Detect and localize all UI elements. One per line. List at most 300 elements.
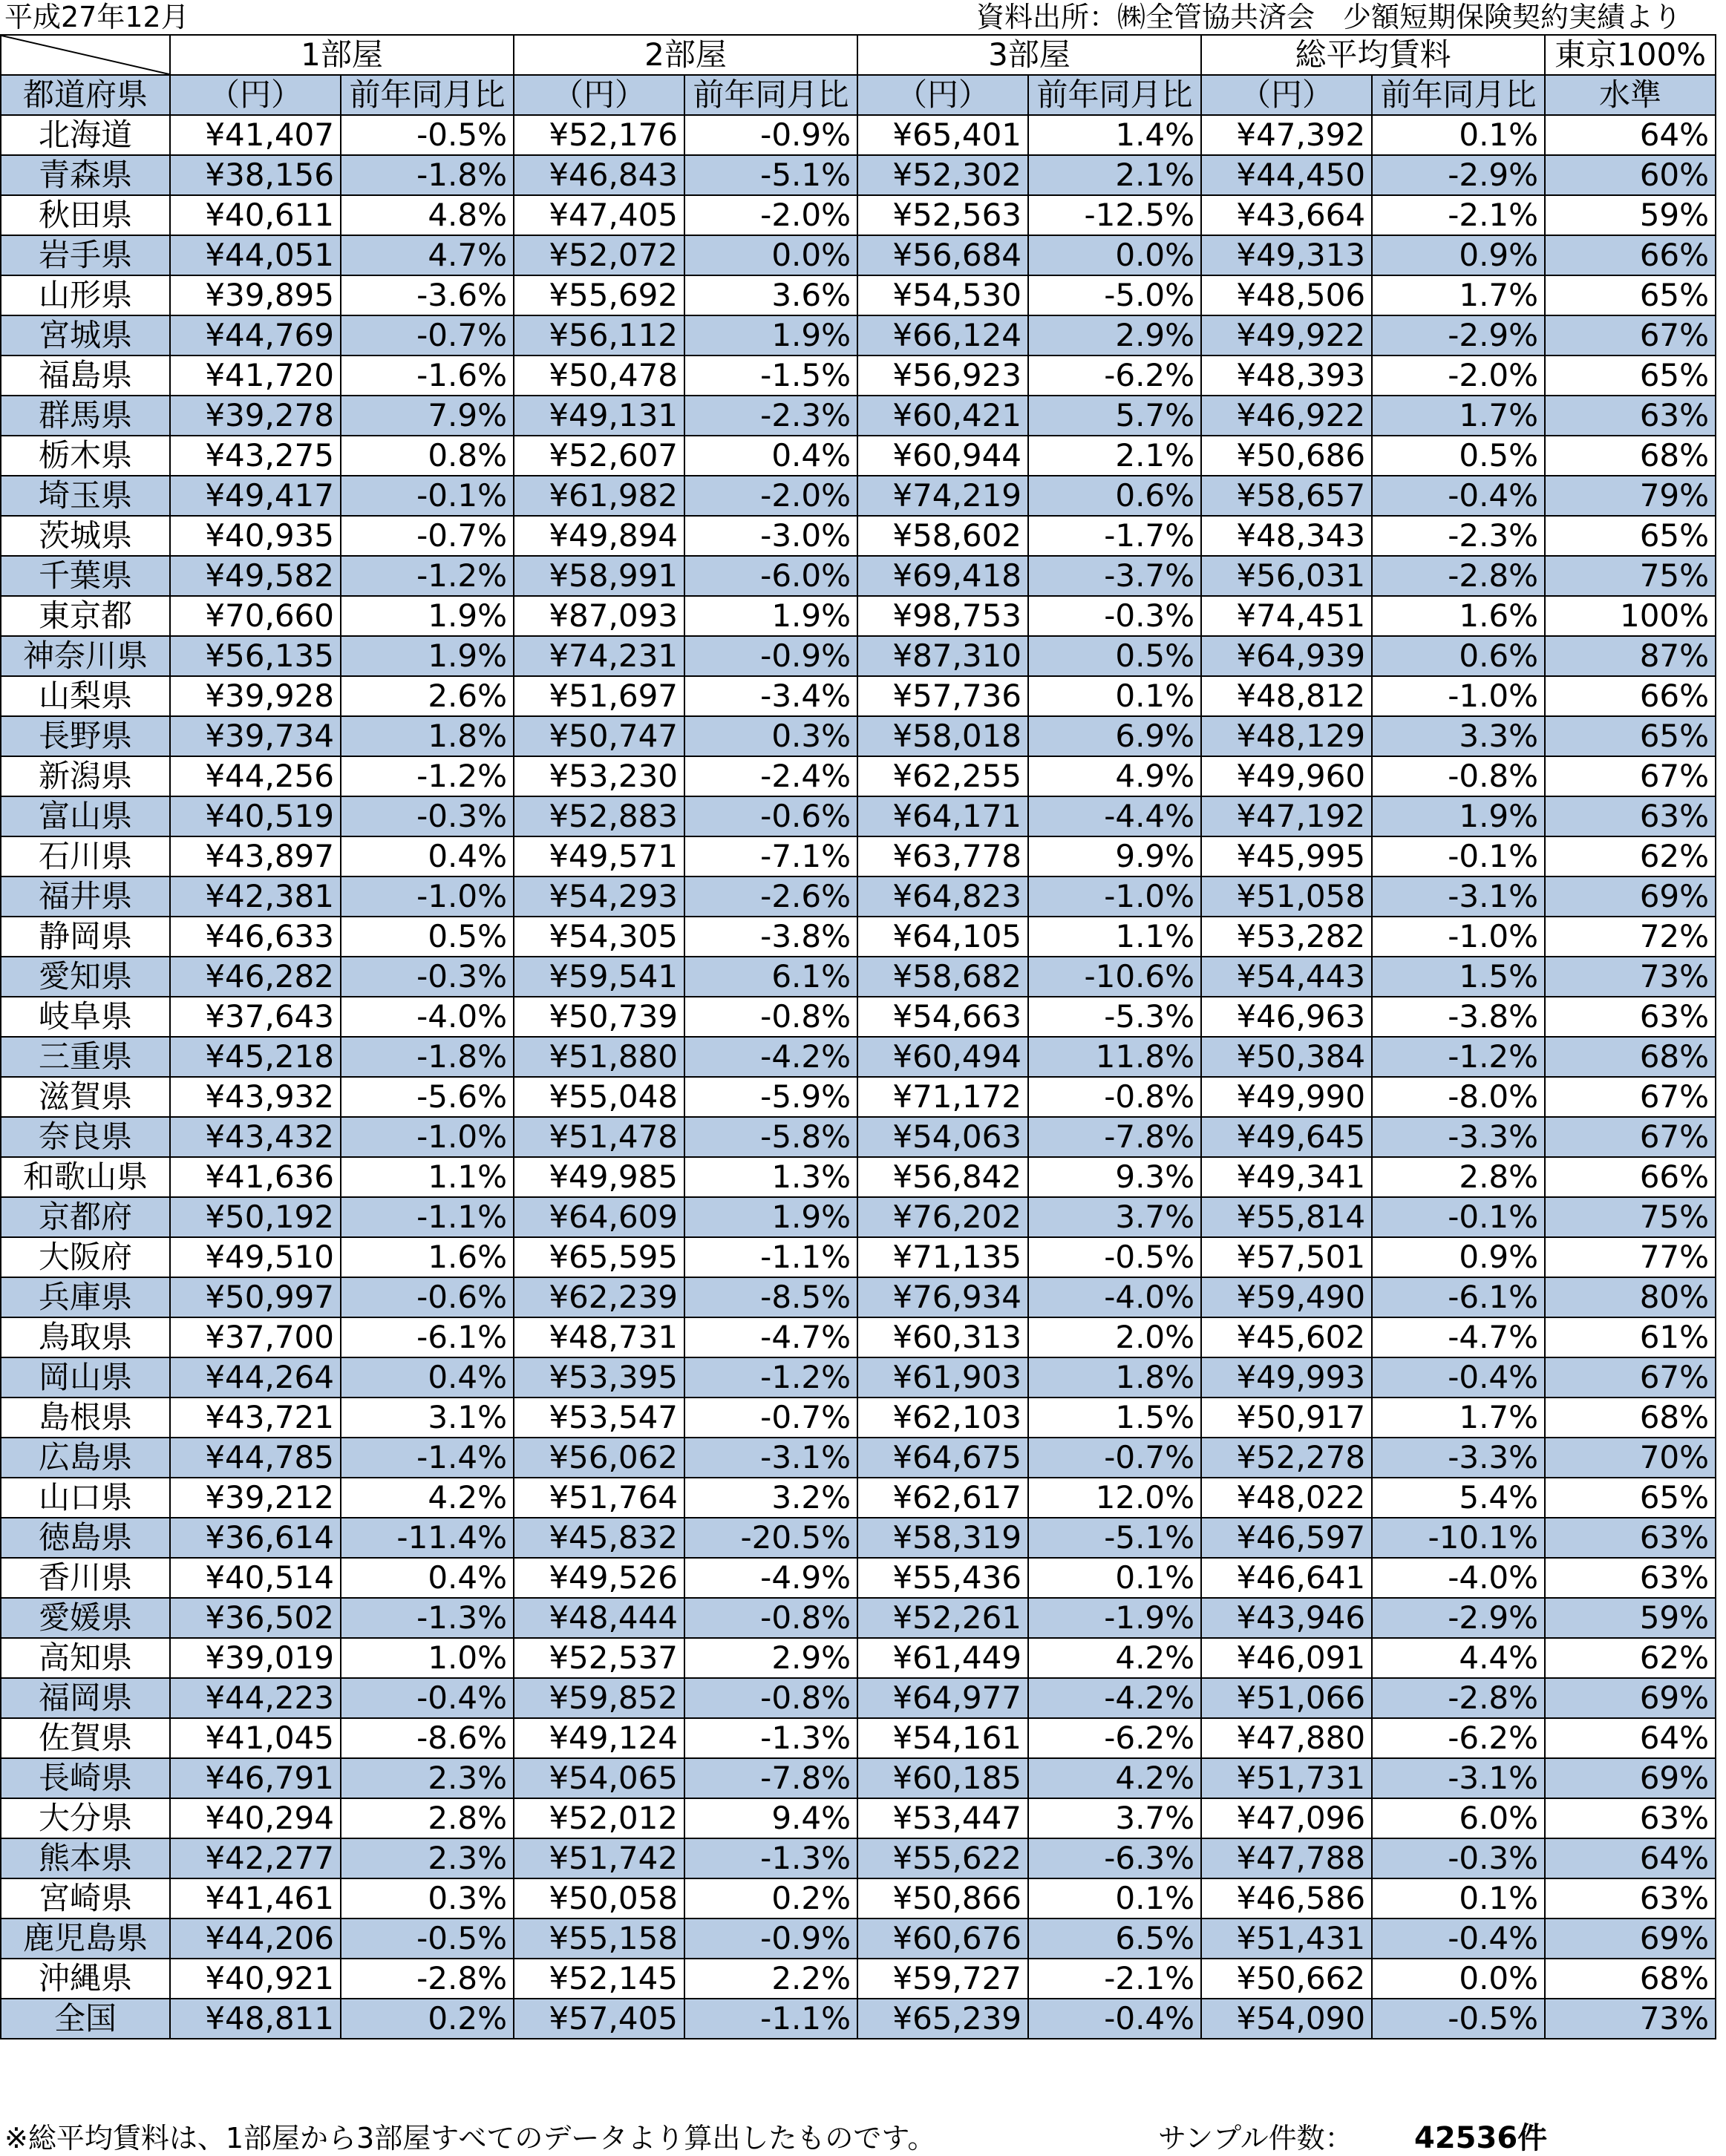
table-row xyxy=(1,1518,1716,1558)
value-cell: ¥71,135 xyxy=(857,1237,1028,1277)
value-cell: ¥39,212 xyxy=(170,1478,341,1518)
value-cell: 2.9% xyxy=(684,1638,857,1678)
value-cell: -0.8% xyxy=(1028,1077,1201,1117)
value-cell: ¥48,022 xyxy=(1201,1478,1372,1518)
col-header-level: 水準 xyxy=(1545,75,1716,115)
value-cell: 1.9% xyxy=(684,1197,857,1237)
prefecture-cell: 福井県 xyxy=(1,877,170,917)
value-cell: 9.4% xyxy=(684,1798,857,1838)
value-cell: ¥47,392 xyxy=(1201,115,1372,155)
table-row xyxy=(1,1317,1716,1357)
value-cell: ¥52,563 xyxy=(857,195,1028,235)
group-header-2room: 2部屋 xyxy=(514,35,857,75)
value-cell: 4.2% xyxy=(341,1478,514,1518)
value-cell: -1.3% xyxy=(684,1718,857,1758)
col-header-yen: （円） xyxy=(514,75,684,115)
table-row xyxy=(1,596,1716,636)
value-cell: ¥54,090 xyxy=(1201,1999,1372,2039)
sample-count-value: 42536件 xyxy=(1414,2121,1548,2155)
value-cell: ¥58,657 xyxy=(1201,476,1372,516)
value-cell: ¥57,736 xyxy=(857,676,1028,716)
value-cell: 63% xyxy=(1545,1518,1716,1558)
value-cell: ¥50,917 xyxy=(1201,1398,1372,1438)
value-cell: ¥48,129 xyxy=(1201,716,1372,756)
value-cell: ¥64,171 xyxy=(857,796,1028,836)
value-cell: 2.1% xyxy=(1028,436,1201,476)
value-cell: ¥48,731 xyxy=(514,1317,684,1357)
value-cell: ¥54,161 xyxy=(857,1718,1028,1758)
value-cell: -10.6% xyxy=(1028,957,1201,997)
value-cell: 67% xyxy=(1545,756,1716,796)
value-cell: ¥60,676 xyxy=(857,1919,1028,1959)
value-cell: 67% xyxy=(1545,315,1716,355)
col-header-yen: （円） xyxy=(170,75,341,115)
table-row xyxy=(1,1037,1716,1077)
value-cell: ¥45,218 xyxy=(170,1037,341,1077)
value-cell: -4.7% xyxy=(1372,1317,1545,1357)
value-cell: -1.3% xyxy=(341,1598,514,1638)
value-cell: ¥54,530 xyxy=(857,275,1028,315)
value-cell: ¥42,277 xyxy=(170,1838,341,1878)
value-cell: -1.2% xyxy=(1372,1037,1545,1077)
value-cell: -6.3% xyxy=(1028,1838,1201,1878)
value-cell: 0.8% xyxy=(341,436,514,476)
table-row xyxy=(1,1197,1716,1237)
value-cell: ¥61,903 xyxy=(857,1357,1028,1398)
value-cell: ¥47,192 xyxy=(1201,796,1372,836)
value-cell: -4.9% xyxy=(684,1558,857,1598)
value-cell: -1.4% xyxy=(341,1438,514,1478)
table-row xyxy=(1,1157,1716,1197)
table-row xyxy=(1,676,1716,716)
table-row xyxy=(1,556,1716,596)
value-cell: ¥48,444 xyxy=(514,1598,684,1638)
value-cell: ¥46,282 xyxy=(170,957,341,997)
table-row xyxy=(1,957,1716,997)
value-cell: 2.9% xyxy=(1028,315,1201,355)
value-cell: 1.5% xyxy=(1372,957,1545,997)
value-cell: ¥50,662 xyxy=(1201,1959,1372,1999)
value-cell: ¥49,993 xyxy=(1201,1357,1372,1398)
value-cell: ¥64,609 xyxy=(514,1197,684,1237)
value-cell: 0.0% xyxy=(1372,1959,1545,1999)
prefecture-cell: 奈良県 xyxy=(1,1117,170,1157)
prefecture-cell: 栃木県 xyxy=(1,436,170,476)
value-cell: 68% xyxy=(1545,1398,1716,1438)
value-cell: 3.7% xyxy=(1028,1798,1201,1838)
col-header-yoy: 前年同月比 xyxy=(341,75,514,115)
value-cell: 0.4% xyxy=(341,1357,514,1398)
value-cell: ¥53,282 xyxy=(1201,917,1372,957)
value-cell: -6.1% xyxy=(1372,1277,1545,1317)
value-cell: ¥54,065 xyxy=(514,1758,684,1798)
value-cell: -3.0% xyxy=(684,516,857,556)
value-cell: ¥51,066 xyxy=(1201,1678,1372,1718)
value-cell: ¥60,185 xyxy=(857,1758,1028,1798)
value-cell: ¥56,031 xyxy=(1201,556,1372,596)
prefecture-cell: 山形県 xyxy=(1,275,170,315)
value-cell: -10.1% xyxy=(1372,1518,1545,1558)
prefecture-cell: 神奈川県 xyxy=(1,636,170,676)
value-cell: 1.8% xyxy=(341,716,514,756)
value-cell: 7.9% xyxy=(341,396,514,436)
value-cell: 59% xyxy=(1545,195,1716,235)
value-cell: ¥60,313 xyxy=(857,1317,1028,1357)
value-cell: -2.0% xyxy=(684,195,857,235)
value-cell: -8.0% xyxy=(1372,1077,1545,1117)
table-row xyxy=(1,1798,1716,1838)
value-cell: 2.3% xyxy=(341,1838,514,1878)
value-cell: 63% xyxy=(1545,1878,1716,1919)
value-cell: ¥47,880 xyxy=(1201,1718,1372,1758)
prefecture-cell: 岡山県 xyxy=(1,1357,170,1398)
col-header-yen: （円） xyxy=(857,75,1028,115)
value-cell: 65% xyxy=(1545,716,1716,756)
value-cell: -7.8% xyxy=(1028,1117,1201,1157)
header-row-columns xyxy=(1,75,1716,115)
value-cell: 67% xyxy=(1545,1117,1716,1157)
value-cell: -0.8% xyxy=(1372,756,1545,796)
value-cell: -2.8% xyxy=(1372,1678,1545,1718)
prefecture-cell: 静岡県 xyxy=(1,917,170,957)
value-cell: 6.1% xyxy=(684,957,857,997)
value-cell: 66% xyxy=(1545,1157,1716,1197)
group-header-tokyo100: 東京100% xyxy=(1545,35,1716,75)
value-cell: ¥58,018 xyxy=(857,716,1028,756)
value-cell: 2.1% xyxy=(1028,155,1201,195)
prefecture-cell: 宮城県 xyxy=(1,315,170,355)
col-header-yoy: 前年同月比 xyxy=(1028,75,1201,115)
prefecture-cell: 鳥取県 xyxy=(1,1317,170,1357)
table-row xyxy=(1,516,1716,556)
value-cell: 0.3% xyxy=(341,1878,514,1919)
value-cell: -1.0% xyxy=(1372,676,1545,716)
value-cell: 0.1% xyxy=(1372,115,1545,155)
value-cell: ¥46,641 xyxy=(1201,1558,1372,1598)
table-row xyxy=(1,396,1716,436)
table-row xyxy=(1,1919,1716,1959)
value-cell: -1.0% xyxy=(341,877,514,917)
value-cell: -4.2% xyxy=(684,1037,857,1077)
value-cell: -7.8% xyxy=(684,1758,857,1798)
value-cell: ¥41,636 xyxy=(170,1157,341,1197)
value-cell: ¥58,682 xyxy=(857,957,1028,997)
prefecture-cell: 愛媛県 xyxy=(1,1598,170,1638)
value-cell: -1.7% xyxy=(1028,516,1201,556)
value-cell: 6.9% xyxy=(1028,716,1201,756)
value-cell: 1.9% xyxy=(1372,796,1545,836)
prefecture-cell: 大阪府 xyxy=(1,1237,170,1277)
value-cell: -3.3% xyxy=(1372,1117,1545,1157)
value-cell: -5.6% xyxy=(341,1077,514,1117)
value-cell: -5.3% xyxy=(1028,997,1201,1037)
value-cell: ¥57,501 xyxy=(1201,1237,1372,1277)
value-cell: -0.3% xyxy=(341,957,514,997)
value-cell: 1.1% xyxy=(341,1157,514,1197)
value-cell: ¥53,547 xyxy=(514,1398,684,1438)
value-cell: ¥62,103 xyxy=(857,1398,1028,1438)
value-cell: ¥36,614 xyxy=(170,1518,341,1558)
value-cell: ¥69,418 xyxy=(857,556,1028,596)
value-cell: 69% xyxy=(1545,1678,1716,1718)
value-cell: -0.8% xyxy=(684,1598,857,1638)
table-row xyxy=(1,1077,1716,1117)
value-cell: ¥49,894 xyxy=(514,516,684,556)
value-cell: ¥50,478 xyxy=(514,355,684,396)
value-cell: -2.1% xyxy=(1372,195,1545,235)
value-cell: 69% xyxy=(1545,1919,1716,1959)
value-cell: -5.1% xyxy=(684,155,857,195)
value-cell: -0.6% xyxy=(684,796,857,836)
value-cell: 77% xyxy=(1545,1237,1716,1277)
value-cell: ¥74,219 xyxy=(857,476,1028,516)
value-cell: ¥52,176 xyxy=(514,115,684,155)
value-cell: ¥74,231 xyxy=(514,636,684,676)
value-cell: ¥43,932 xyxy=(170,1077,341,1117)
prefecture-cell: 三重県 xyxy=(1,1037,170,1077)
value-cell: 59% xyxy=(1545,1598,1716,1638)
value-cell: ¥44,256 xyxy=(170,756,341,796)
value-cell: -3.1% xyxy=(1372,877,1545,917)
value-cell: 11.8% xyxy=(1028,1037,1201,1077)
value-cell: 68% xyxy=(1545,1959,1716,1999)
prefecture-cell: 北海道 xyxy=(1,115,170,155)
value-cell: 63% xyxy=(1545,796,1716,836)
value-cell: ¥51,742 xyxy=(514,1838,684,1878)
value-cell: -3.1% xyxy=(1372,1758,1545,1798)
value-cell: ¥41,720 xyxy=(170,355,341,396)
prefecture-cell: 東京都 xyxy=(1,596,170,636)
value-cell: 0.5% xyxy=(1028,636,1201,676)
value-cell: -5.1% xyxy=(1028,1518,1201,1558)
value-cell: ¥46,586 xyxy=(1201,1878,1372,1919)
value-cell: ¥50,058 xyxy=(514,1878,684,1919)
prefecture-cell: 大分県 xyxy=(1,1798,170,1838)
value-cell: ¥55,622 xyxy=(857,1838,1028,1878)
table-row xyxy=(1,917,1716,957)
value-cell: 1.1% xyxy=(1028,917,1201,957)
value-cell: ¥49,341 xyxy=(1201,1157,1372,1197)
date-label: 平成27年12月 xyxy=(4,1,189,33)
table-row xyxy=(1,1478,1716,1518)
value-cell: 2.6% xyxy=(341,676,514,716)
value-cell: ¥65,595 xyxy=(514,1237,684,1277)
value-cell: 73% xyxy=(1545,957,1716,997)
value-cell: 100% xyxy=(1545,596,1716,636)
value-cell: -2.4% xyxy=(684,756,857,796)
value-cell: ¥45,602 xyxy=(1201,1317,1372,1357)
value-cell: -1.8% xyxy=(341,155,514,195)
table-row xyxy=(1,275,1716,315)
value-cell: -2.3% xyxy=(1372,516,1545,556)
table-row xyxy=(1,796,1716,836)
table-row xyxy=(1,1718,1716,1758)
table-row xyxy=(1,636,1716,676)
prefecture-cell: 山梨県 xyxy=(1,676,170,716)
value-cell: ¥37,700 xyxy=(170,1317,341,1357)
value-cell: ¥49,960 xyxy=(1201,756,1372,796)
value-cell: ¥44,769 xyxy=(170,315,341,355)
value-cell: -4.0% xyxy=(341,997,514,1037)
value-cell: ¥56,842 xyxy=(857,1157,1028,1197)
value-cell: 5.7% xyxy=(1028,396,1201,436)
value-cell: ¥41,045 xyxy=(170,1718,341,1758)
value-cell: ¥39,278 xyxy=(170,396,341,436)
prefecture-cell: 徳島県 xyxy=(1,1518,170,1558)
value-cell: 70% xyxy=(1545,1438,1716,1478)
value-cell: -2.3% xyxy=(684,396,857,436)
value-cell: 75% xyxy=(1545,1197,1716,1237)
value-cell: -1.2% xyxy=(341,756,514,796)
prefecture-cell: 熊本県 xyxy=(1,1838,170,1878)
value-cell: 4.9% xyxy=(1028,756,1201,796)
prefecture-cell: 兵庫県 xyxy=(1,1277,170,1317)
value-cell: ¥49,645 xyxy=(1201,1117,1372,1157)
value-cell: ¥54,443 xyxy=(1201,957,1372,997)
value-cell: ¥64,105 xyxy=(857,917,1028,957)
group-header-1room: 1部屋 xyxy=(170,35,514,75)
value-cell: -0.7% xyxy=(341,315,514,355)
value-cell: ¥39,019 xyxy=(170,1638,341,1678)
value-cell: 6.5% xyxy=(1028,1919,1201,1959)
value-cell: 0.1% xyxy=(1028,676,1201,716)
value-cell: -3.8% xyxy=(1372,997,1545,1037)
value-cell: -12.5% xyxy=(1028,195,1201,235)
value-cell: ¥46,843 xyxy=(514,155,684,195)
value-cell: ¥50,866 xyxy=(857,1878,1028,1919)
prefecture-cell: 佐賀県 xyxy=(1,1718,170,1758)
prefecture-cell: 石川県 xyxy=(1,836,170,877)
value-cell: ¥37,643 xyxy=(170,997,341,1037)
prefecture-cell: 山口県 xyxy=(1,1478,170,1518)
value-cell: -2.9% xyxy=(1372,1598,1545,1638)
value-cell: ¥48,393 xyxy=(1201,355,1372,396)
value-cell: ¥50,192 xyxy=(170,1197,341,1237)
value-cell: 0.2% xyxy=(341,1999,514,2039)
value-cell: -1.1% xyxy=(684,1999,857,2039)
value-cell: ¥51,697 xyxy=(514,676,684,716)
value-cell: 62% xyxy=(1545,1638,1716,1678)
value-cell: ¥98,753 xyxy=(857,596,1028,636)
value-cell: ¥49,582 xyxy=(170,556,341,596)
value-cell: 61% xyxy=(1545,1317,1716,1357)
value-cell: -0.3% xyxy=(341,796,514,836)
value-cell: 1.9% xyxy=(341,596,514,636)
prefecture-cell: 新潟県 xyxy=(1,756,170,796)
value-cell: ¥44,450 xyxy=(1201,155,1372,195)
value-cell: -6.2% xyxy=(1372,1718,1545,1758)
value-cell: -7.1% xyxy=(684,836,857,877)
value-cell: 1.7% xyxy=(1372,1398,1545,1438)
value-cell: ¥39,928 xyxy=(170,676,341,716)
value-cell: -0.5% xyxy=(1372,1999,1545,2039)
value-cell: ¥50,997 xyxy=(170,1277,341,1317)
value-cell: -4.0% xyxy=(1372,1558,1545,1598)
value-cell: ¥52,883 xyxy=(514,796,684,836)
value-cell: 3.1% xyxy=(341,1398,514,1438)
prefecture-cell: 広島県 xyxy=(1,1438,170,1478)
value-cell: ¥51,431 xyxy=(1201,1919,1372,1959)
table-row xyxy=(1,1598,1716,1638)
value-cell: -0.9% xyxy=(684,636,857,676)
value-cell: 4.2% xyxy=(1028,1758,1201,1798)
prefecture-cell: 沖縄県 xyxy=(1,1959,170,1999)
value-cell: 65% xyxy=(1545,516,1716,556)
value-cell: -1.8% xyxy=(341,1037,514,1077)
value-cell: ¥56,062 xyxy=(514,1438,684,1478)
value-cell: ¥56,135 xyxy=(170,636,341,676)
value-cell: -0.1% xyxy=(1372,1197,1545,1237)
value-cell: 1.9% xyxy=(684,315,857,355)
value-cell: 9.9% xyxy=(1028,836,1201,877)
value-cell: 1.5% xyxy=(1028,1398,1201,1438)
value-cell: ¥44,785 xyxy=(170,1438,341,1478)
value-cell: -6.2% xyxy=(1028,1718,1201,1758)
value-cell: -0.4% xyxy=(1372,1919,1545,1959)
value-cell: 3.7% xyxy=(1028,1197,1201,1237)
value-cell: ¥60,421 xyxy=(857,396,1028,436)
value-cell: ¥64,675 xyxy=(857,1438,1028,1478)
value-cell: ¥49,124 xyxy=(514,1718,684,1758)
value-cell: 0.4% xyxy=(684,436,857,476)
value-cell: 3.3% xyxy=(1372,716,1545,756)
value-cell: ¥52,072 xyxy=(514,235,684,275)
value-cell: -0.8% xyxy=(684,997,857,1037)
value-cell: -3.8% xyxy=(684,917,857,957)
value-cell: ¥47,405 xyxy=(514,195,684,235)
value-cell: ¥53,395 xyxy=(514,1357,684,1398)
value-cell: ¥41,407 xyxy=(170,115,341,155)
table-row xyxy=(1,355,1716,396)
value-cell: 0.3% xyxy=(684,716,857,756)
value-cell: -8.6% xyxy=(341,1718,514,1758)
table-row xyxy=(1,1558,1716,1598)
value-cell: 0.5% xyxy=(341,917,514,957)
value-cell: ¥54,063 xyxy=(857,1117,1028,1157)
value-cell: ¥49,313 xyxy=(1201,235,1372,275)
value-cell: 60% xyxy=(1545,155,1716,195)
value-cell: ¥46,922 xyxy=(1201,396,1372,436)
value-cell: ¥47,096 xyxy=(1201,1798,1372,1838)
value-cell: ¥61,449 xyxy=(857,1638,1028,1678)
value-cell: ¥43,664 xyxy=(1201,195,1372,235)
value-cell: 66% xyxy=(1545,676,1716,716)
corner-diagonal xyxy=(1,36,169,74)
value-cell: -0.6% xyxy=(341,1277,514,1317)
prefecture-cell: 埼玉県 xyxy=(1,476,170,516)
value-cell: ¥38,156 xyxy=(170,155,341,195)
value-cell: ¥43,897 xyxy=(170,836,341,877)
value-cell: 3.6% xyxy=(684,275,857,315)
value-cell: 0.4% xyxy=(341,836,514,877)
value-cell: ¥40,294 xyxy=(170,1798,341,1838)
value-cell: ¥46,597 xyxy=(1201,1518,1372,1558)
value-cell: ¥43,275 xyxy=(170,436,341,476)
value-cell: ¥36,502 xyxy=(170,1598,341,1638)
value-cell: -1.0% xyxy=(341,1117,514,1157)
value-cell: 2.8% xyxy=(341,1798,514,1838)
value-cell: ¥62,617 xyxy=(857,1478,1028,1518)
table-row xyxy=(1,1638,1716,1678)
table-row xyxy=(1,1838,1716,1878)
prefecture-cell: 千葉県 xyxy=(1,556,170,596)
value-cell: ¥46,791 xyxy=(170,1758,341,1798)
value-cell: ¥39,895 xyxy=(170,275,341,315)
value-cell: -0.4% xyxy=(341,1678,514,1718)
value-cell: ¥59,490 xyxy=(1201,1277,1372,1317)
prefecture-cell: 長野県 xyxy=(1,716,170,756)
value-cell: -1.0% xyxy=(1372,917,1545,957)
